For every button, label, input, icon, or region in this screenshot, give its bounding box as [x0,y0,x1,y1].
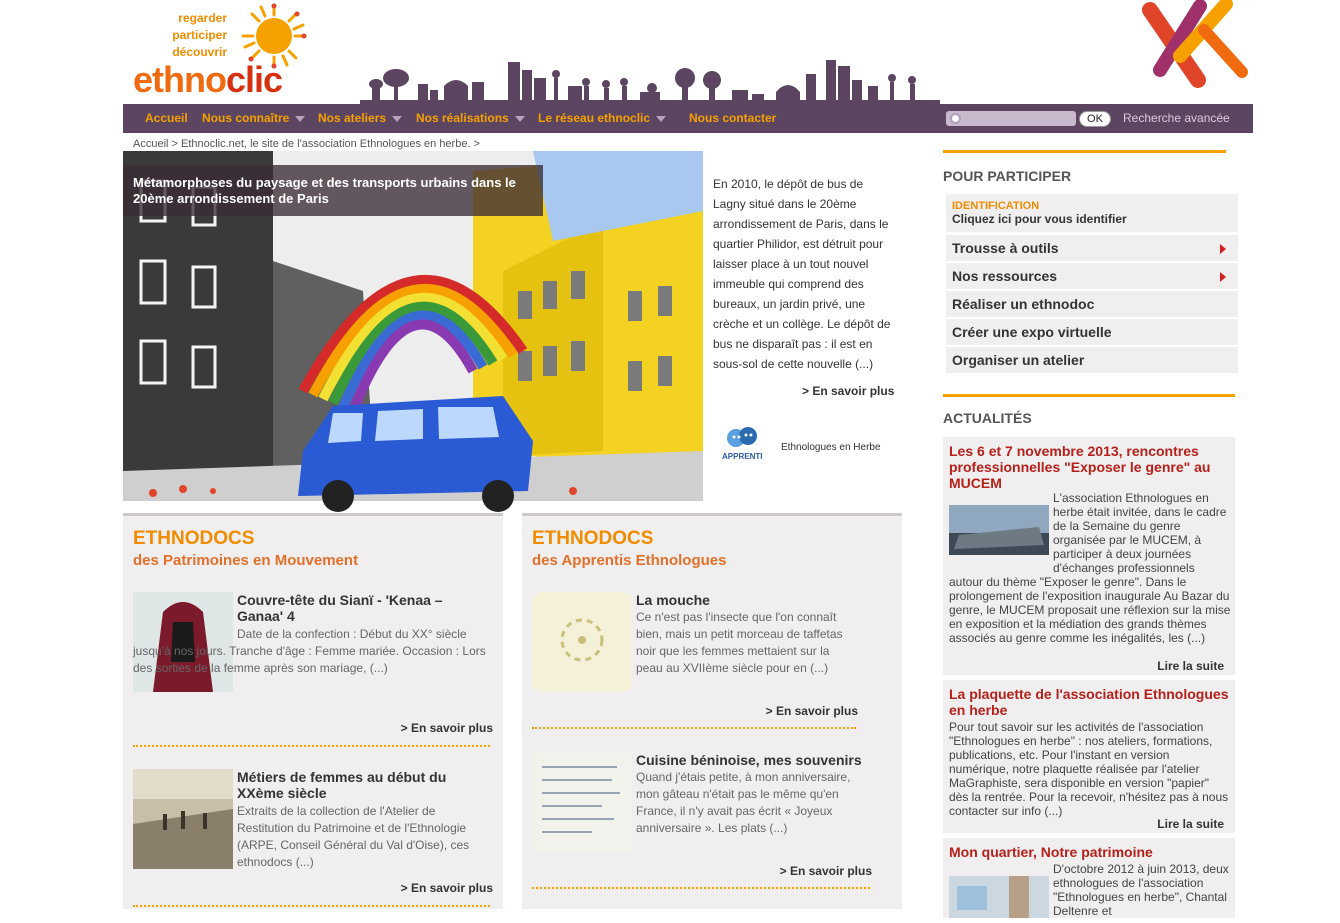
nav-label: Le réseau ethnoclic [538,111,651,125]
tagline-regarder: regarder [178,11,227,25]
news-text: Pour tout savoir sur les activités de l'association "Ethnologues en herbe" : nos ateliers, formations, publications, etc. Pour l'instant en version numérique, notre plaquette réalisée par l'atelier MaGraphiste, sera disponible en version "papier" dès la rentrée. Pour la recevoir, n'hésitez pas à nous contacter sur info (...) [949,720,1229,818]
search-ok-button[interactable]: OK [1079,111,1111,127]
nav-label: Nos réalisations [416,111,509,125]
search-box [946,111,1076,126]
sidebar-item-ressources[interactable] [946,263,1238,289]
ethnodoc-thumbnail[interactable] [532,592,632,692]
login-link[interactable]: Cliquez ici pour vous identifier [952,212,1127,226]
chevron-down-icon [295,116,305,122]
feature-more-link[interactable]: > En savoir plus [802,384,895,398]
brand-clic: clic [225,59,283,100]
arrow-right-icon [1220,244,1226,254]
divider [133,905,490,907]
ethnodoc-title[interactable]: Métiers de femmes au début du XXème siècle [237,769,447,801]
tagline-participer: participer [172,28,227,42]
sidebar-item-expo[interactable] [946,319,1238,345]
nav-label: Nos ateliers [318,111,387,125]
news-item [943,680,1235,833]
apprenti-logo[interactable] [722,424,766,464]
ethnodocs-subtitle: des Patrimoines en Mouvement [133,552,359,569]
ethnodoc-desc: Date de la confection : Début du XX° siècle jusqu'à nos jours. Tranche d'âge : Femme mariée. Occasion : Lors des sorties de la femme après son mariage, (...) [133,627,486,675]
divider [532,727,856,729]
ethnodoc-more-link[interactable]: > En savoir plus [779,864,872,878]
participate-heading: POUR PARTICIPER [943,168,1072,184]
sidebar-item-label: Réaliser un ethnodoc [952,296,1095,312]
divider [943,150,1226,153]
ethnodocs-apprentis-box [522,513,902,909]
nav-accueil[interactable] [145,104,188,133]
news-item [943,437,1235,675]
tagline-decouvrir: découvrir [172,45,227,59]
news-title[interactable]: Les 6 et 7 novembre 2013, rencontres professionnelles "Exposer le genre" au MUCEM [949,443,1211,491]
sidebar-item-label: Trousse à outils [952,240,1059,256]
ethnodoc-item [133,769,491,869]
search-input[interactable] [964,111,1074,126]
ethnodoc-thumbnail[interactable] [133,769,233,869]
chevron-down-icon [515,116,525,122]
tagline [172,10,227,61]
ethnodoc-desc: Extraits de la collection de l'Atelier de Restitution du Patrimoine et de l'Ethnologie (ARPE, Conseil Général du Val d'Oise), ces ethnodocs (...) [237,804,470,869]
divider [133,745,490,747]
nav-label: Accueil [145,111,188,125]
ethnodoc-item [532,592,890,692]
ethnodocs-patrimoines-box [123,513,503,909]
ethnodoc-more-link[interactable]: > En savoir plus [400,721,493,735]
nav-nos-ateliers[interactable] [318,104,402,133]
sidebar-item-label: Créer une expo virtuelle [952,324,1112,340]
divider [532,887,870,889]
read-more-link[interactable]: Lire la suite [1157,659,1224,673]
city-skyline-illustration [360,56,940,104]
ethnodoc-more-link[interactable]: > En savoir plus [400,881,493,895]
feature-summary: En 2010, le dépôt de bus de Lagny situé dans le 20ème arrondissement de Paris, dans le quartier Philidor, est détruit pour laisser place à un tout nouvel immeuble qui comprend des bureaux, un jardin privé, une crèche et un collège. Le dépôt de bus ne disparaît pas : il est en sous-sol de cette nouvelle (...) [713,177,891,371]
sidebar-item-label: Nos ressources [952,268,1058,284]
ethnodoc-more-link[interactable]: > En savoir plus [765,704,858,718]
sidebar-item-atelier[interactable] [946,347,1238,373]
ethnologues-en-herbe-link[interactable]: Ethnologues en Herbe [781,442,881,453]
nav-nous-connaitre[interactable] [202,104,305,133]
ethnodoc-title[interactable]: Couvre-tête du Sianï - 'Kenaa – Ganaa' 4 [237,592,443,624]
news-title[interactable]: La plaquette de l'association Ethnologues en herbe [949,686,1229,718]
nav-reseau-ethnoclic[interactable] [538,104,666,133]
ethnoclic-logo[interactable] [133,0,313,104]
news-text: autour du thème "Exposer le genre". Dans le prolongement de l'exposition inaugurale Au Bazar du genre, le MUCEM proposait une réflexion sur la mise en exposition et la médiation des grands thèmes associés au genre comme les inégalités, les (...) [949,575,1231,645]
nav-label: Nous contacter [689,111,777,125]
nav-nos-realisations[interactable] [416,104,525,133]
ethnodoc-title[interactable]: La mouche [636,592,710,608]
ethnodoc-desc: Ce n'est pas l'insecte que l'on connaît bien, mais un petit morceau de taffetas noir que les femmes mettaient sur la peau au XVIIème siècle pour en (...) [636,610,843,675]
news-title[interactable]: Mon quartier, Notre patrimoine [949,844,1153,860]
ethnodoc-thumbnail[interactable] [532,752,632,852]
identification-box[interactable] [946,194,1238,232]
news-text: D'octobre 2012 à juin 2013, deux ethnologues de l'association "Ethnologues en herbe", Chantal Deltenre et [1053,862,1229,918]
ethnodocs-title: ETHNODOCS [133,528,255,549]
chevron-down-icon [656,116,666,122]
ethnodoc-title[interactable]: Cuisine béninoise, mes souvenirs [636,752,862,768]
divider [943,394,1235,397]
news-heading: ACTUALITÉS [943,410,1032,426]
chevron-down-icon [392,116,402,122]
search-icon [950,113,961,124]
corner-brush-logo [1140,0,1250,94]
nav-label: Nous connaître [202,111,290,125]
news-thumbnail[interactable] [949,876,1049,918]
read-more-link[interactable]: Lire la suite [1157,817,1224,831]
main-nav [123,104,1253,133]
news-thumbnail[interactable] [949,505,1049,555]
ethnodoc-item [532,752,890,852]
ethnodoc-desc: Quand j'étais petite, à mon anniversaire, mon gâteau n'était pas le même qu'en France, il n'y avait pas écrit « Joyeux anniversaire ». Les plats (...) [636,770,851,835]
identification-label: IDENTIFICATION [952,200,1040,212]
arrow-right-icon [1220,272,1226,282]
news-item [943,838,1235,918]
nav-nous-contacter[interactable] [689,104,776,133]
news-text: L'association Ethnologues en herbe était invitée, dans le cadre de la Semaine du genre organisée par le MUCEM, à participer à deux journées d'échanges professionnels [1053,491,1227,575]
ethnodocs-title: ETHNODOCS [532,528,654,549]
feature-caption[interactable]: Métamorphoses du paysage et des transports urbains dans le 20ème arrondissement de Paris [123,165,543,216]
apprenti-label: APPRENTI [722,452,763,461]
breadcrumb[interactable]: Accueil > Ethnoclic.net, le site de l'association Ethnologues en herbe. > [133,138,480,150]
advanced-search-link[interactable]: Recherche avancée [1123,111,1230,125]
sidebar-item-label: Organiser un atelier [952,352,1085,368]
brand-name [133,60,282,100]
sidebar-item-trousse[interactable] [946,235,1238,261]
brand-ethno: ethno [133,59,226,100]
ethnodocs-subtitle: des Apprentis Ethnologues [532,552,727,569]
ethnodoc-item [133,592,491,722]
sidebar-item-ethnodoc[interactable] [946,291,1238,317]
